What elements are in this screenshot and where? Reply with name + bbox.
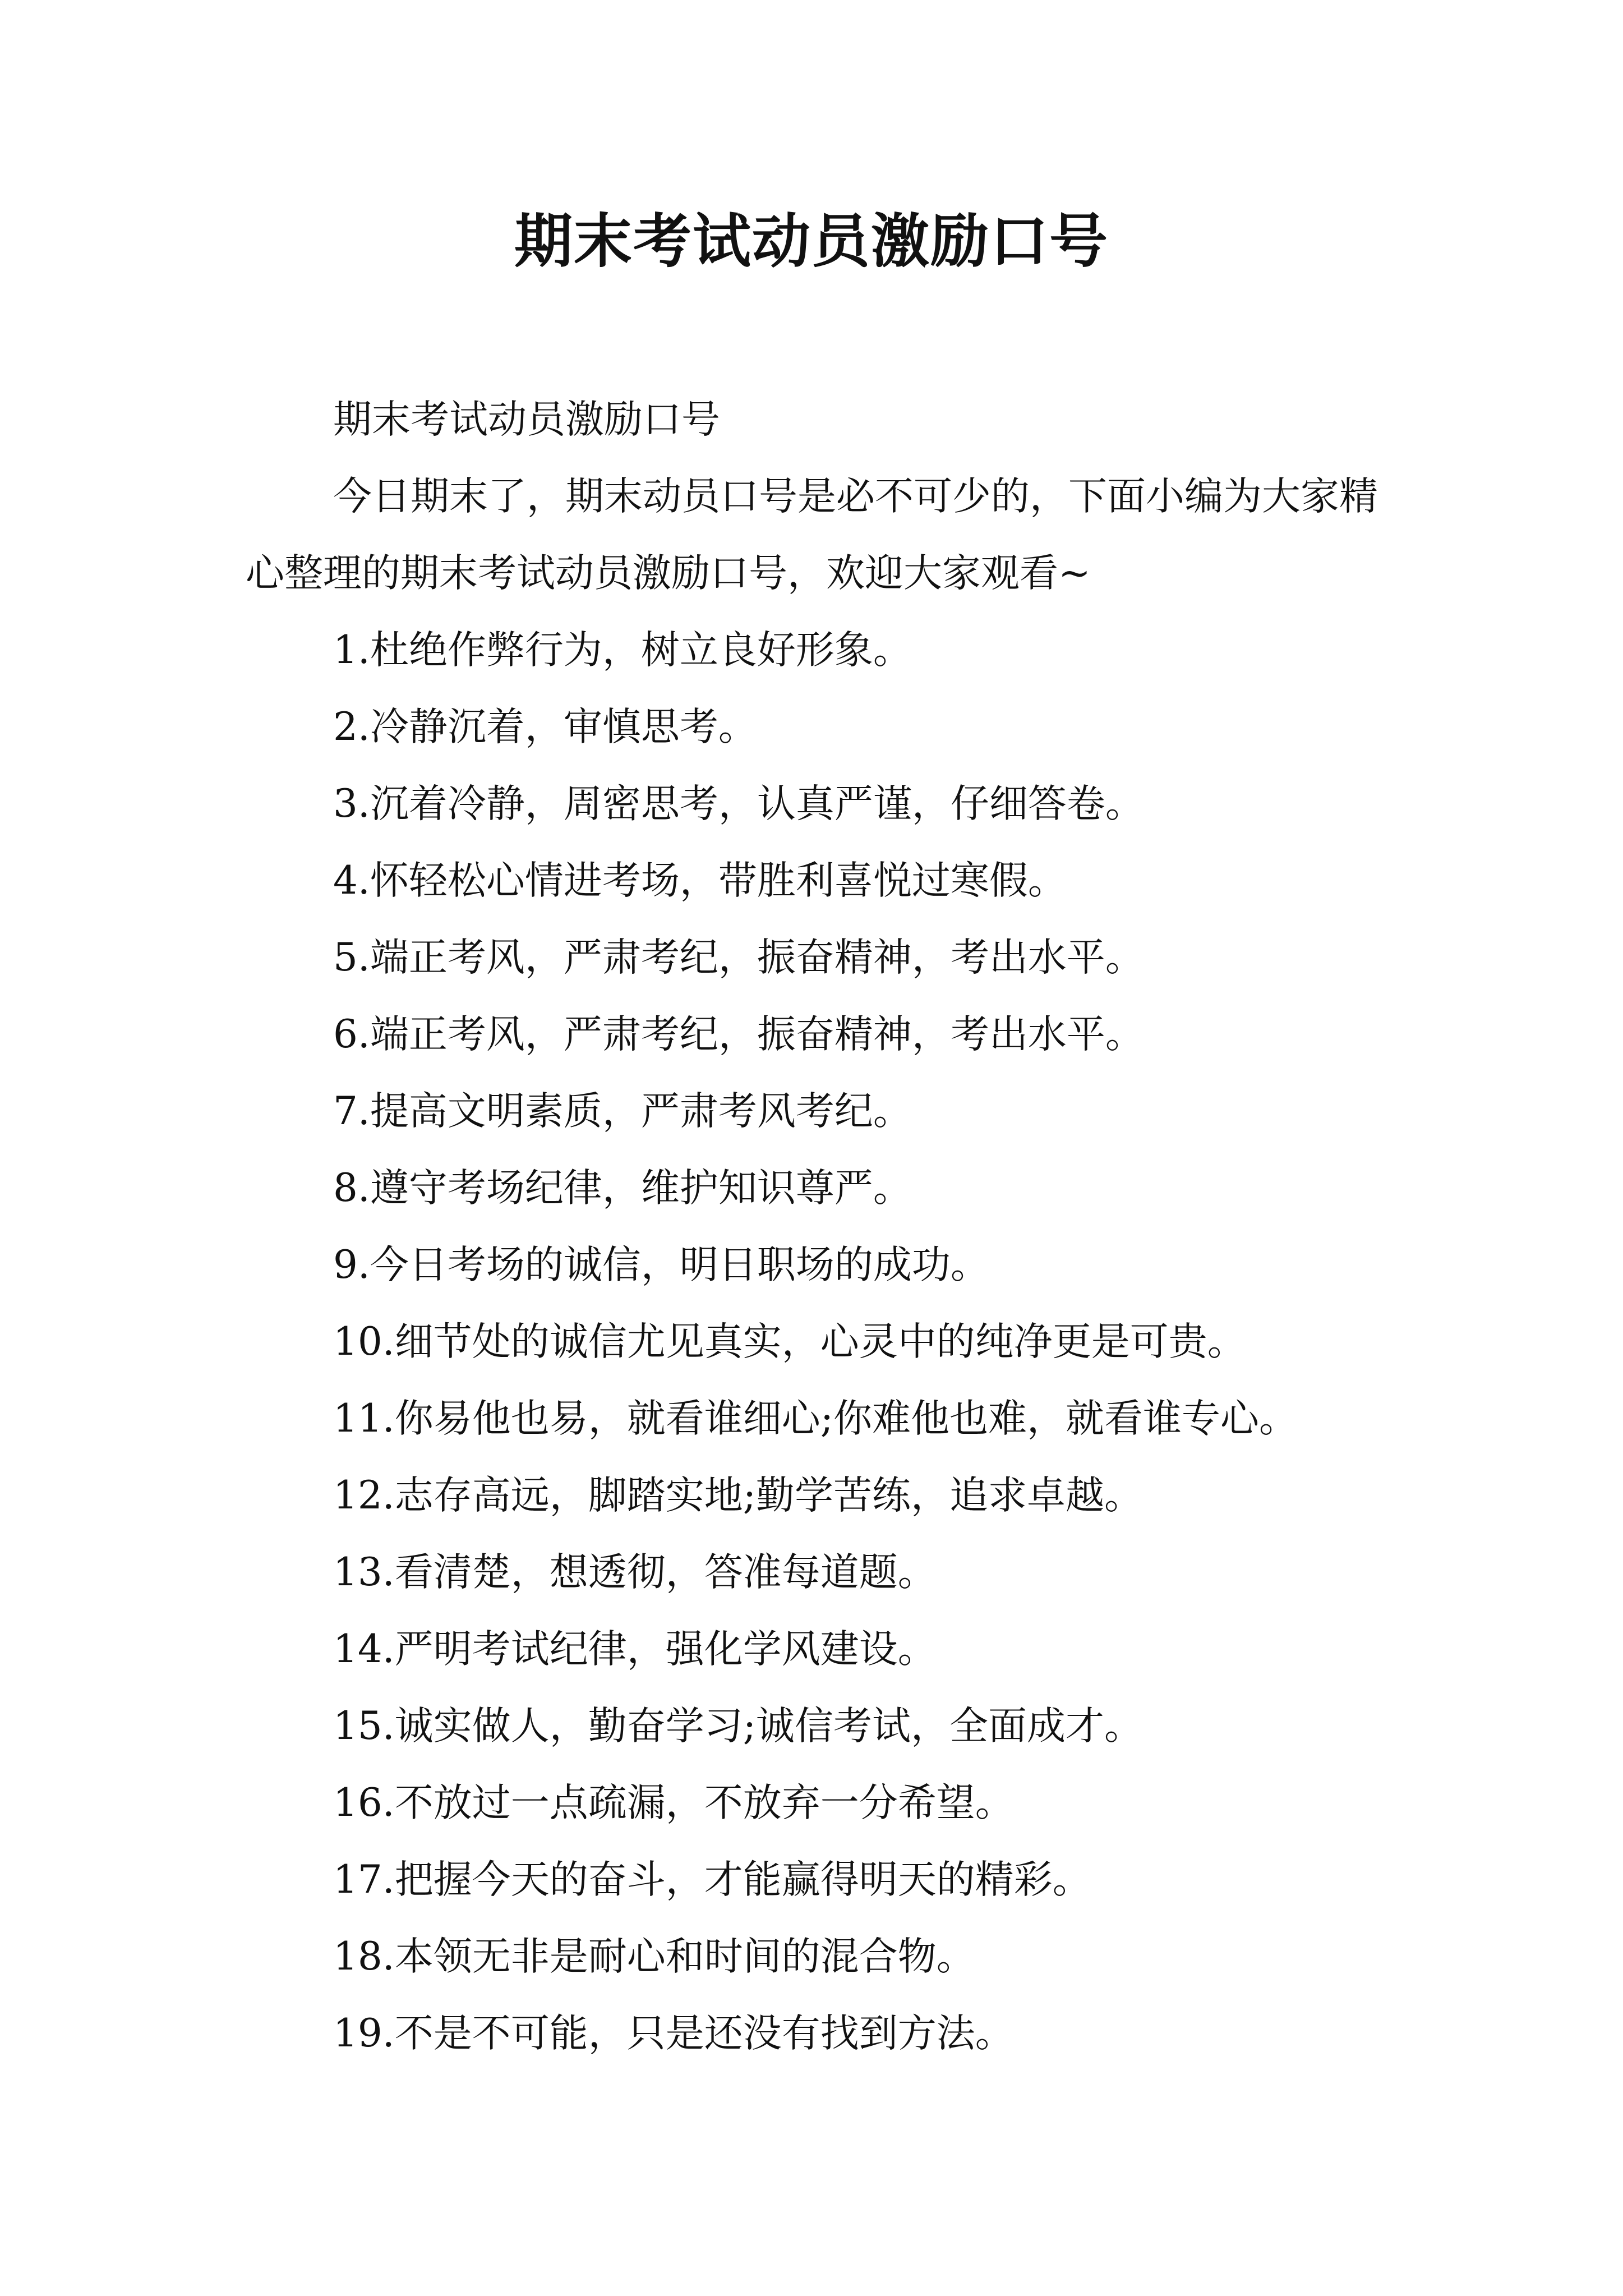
slogan-item: 19.不是不可能，只是还没有找到方法。 [333, 2011, 1014, 2056]
document-subtitle: 期末考试动员激励口号 [333, 397, 720, 442]
slogan-item: 4.怀轻松心情进考场，带胜利喜悦过寒假。 [333, 858, 1067, 903]
intro-paragraph: 今日期末了，期末动员口号是必不可少的，下面小编为大家精心整理的期末考试动员激励口号，欢迎大家观看~ [246, 474, 1378, 596]
slogan-item: 6.端正考风，严肃考纪，振奋精神，考出水平。 [333, 1012, 1144, 1057]
slogan-list [246, 612, 1390, 2072]
document-title: 期末考试动员激励口号 [514, 207, 1109, 275]
slogan-item: 11.你易他也易，就看谁细心;你难他也难，就看谁专心。 [333, 1396, 1298, 1441]
slogan-item: 18.本领无非是耐心和时间的混合物。 [333, 1934, 975, 1979]
slogan-item: 14.严明考试纪律，强化学风建设。 [333, 1627, 937, 1672]
slogan-item: 10.细节处的诚信尤见真实，心灵中的纯净更是可贵。 [333, 1319, 1246, 1364]
slogan-item: 7.提高文明素质，严肃考风考纪。 [333, 1089, 912, 1134]
slogan-item: 13.看清楚，想透彻，答准每道题。 [333, 1550, 937, 1595]
slogan-item: 17.把握今天的奋斗，才能赢得明天的精彩。 [333, 1857, 1091, 1902]
slogan-item: 5.端正考风，严肃考纪，振奋精神，考出水平。 [333, 935, 1144, 980]
document-body [246, 381, 1390, 2072]
slogan-item: 8.遵守考场纪律，维护知识尊严。 [333, 1166, 912, 1211]
slogan-item: 12.志存高远，脚踏实地;勤学苦练，追求卓越。 [333, 1473, 1143, 1518]
slogan-item: 9.今日考场的诚信，明日职场的成功。 [333, 1243, 989, 1287]
slogan-item: 16.不放过一点疏漏，不放弃一分希望。 [333, 1780, 1014, 1825]
slogan-item: 3.沉着冷静，周密思考，认真严谨，仔细答卷。 [333, 781, 1144, 826]
slogan-item: 15.诚实做人，勤奋学习;诚信考试，全面成才。 [333, 1704, 1143, 1749]
slogan-item: 1.杜绝作弊行为，树立良好形象。 [333, 628, 912, 673]
slogan-item: 2.冷静沉着，审慎思考。 [333, 705, 757, 749]
